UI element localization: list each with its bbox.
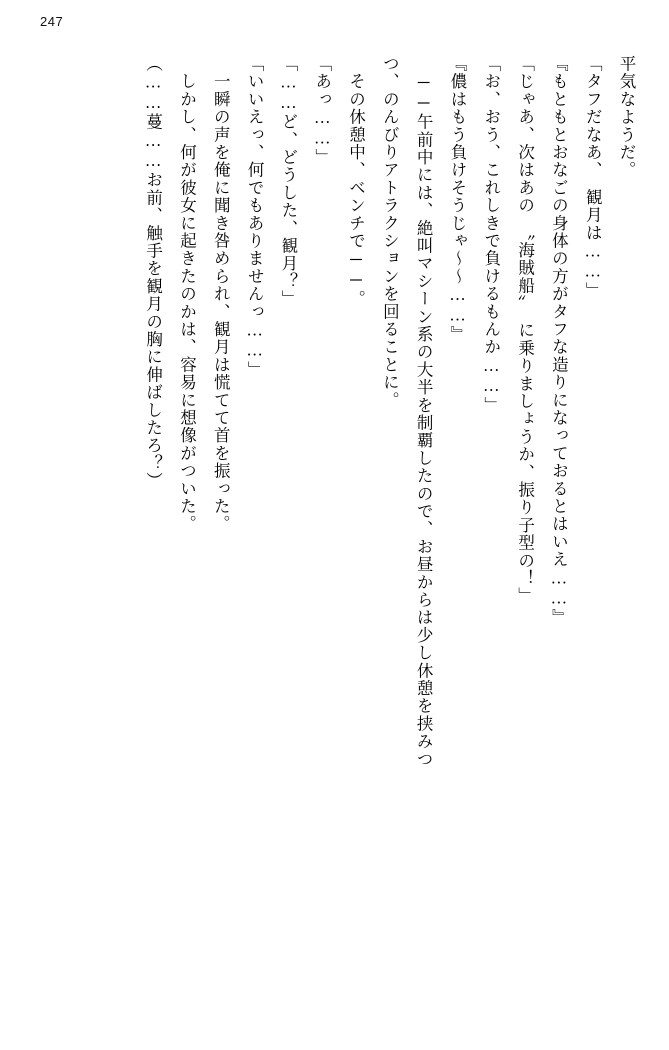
paragraph: 一瞬の声を俺に聞き咎められ、観月は慌てて首を振った。	[211, 55, 231, 533]
body-text-vertical	[30, 55, 643, 1016]
paragraph: 平気なようだ。	[617, 55, 636, 179]
paragraph: 「お、おう、これしきで負けるもんか……」	[481, 55, 501, 414]
paragraph: 「いいえっ、何でもありませんっ……」	[245, 55, 265, 379]
paragraph: 「……ど、どうした、観月？」	[278, 55, 298, 308]
paragraph: 「じゃあ、次はあの 〝海賊船〟 に乗りましょうか、振り子型の！」	[515, 55, 535, 605]
paragraph: ──午前中には、絶叫マシーン系の大半を制覇したので、お昼からは少し休憩を挟みつ	[414, 55, 434, 768]
paragraph: （……蔓……お前、触手を観月の胸に伸ばしたろ？）	[143, 55, 163, 490]
paragraph: つ、のんびりアトラクションを回ることに。	[380, 55, 400, 409]
paragraph: しかし、何が彼女に起きたのかは、容易に想像がついた。	[177, 55, 197, 533]
paragraph: その休憩中、ベンチで──。	[346, 55, 366, 308]
paragraph: 「タフだなあ、 観月は……」	[583, 55, 603, 300]
page-number: 247	[40, 14, 64, 29]
paragraph: 『もともとおなごの身体の方がタフな造りになっておるとはいえ……』	[549, 55, 569, 627]
paragraph: 『儂はもう負けそうじゃ～～……』	[447, 55, 467, 344]
paragraph: 「あっ……」	[312, 55, 332, 167]
